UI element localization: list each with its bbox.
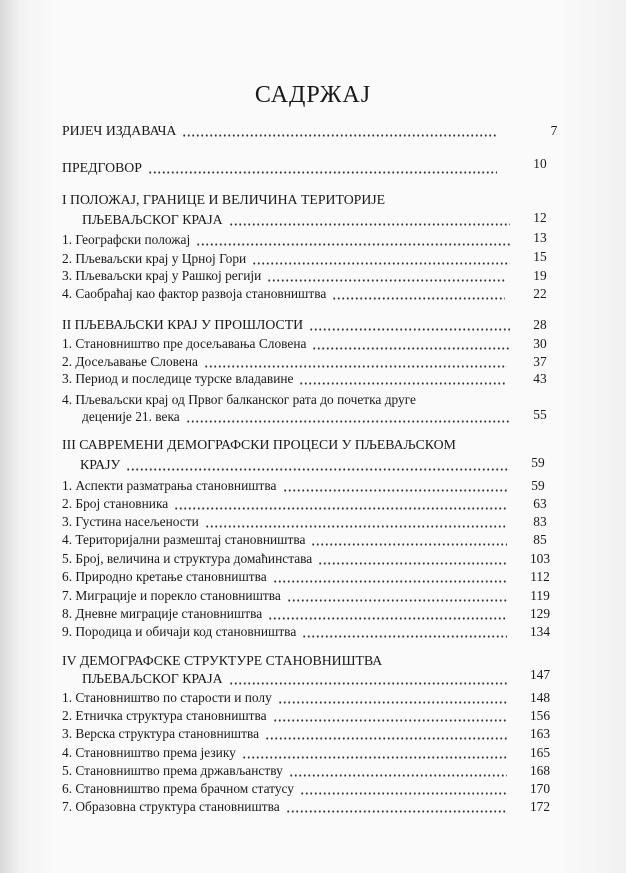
toc-page-number: 10 xyxy=(533,156,547,171)
toc-entry xyxy=(0,156,626,180)
dot-leader xyxy=(299,382,507,385)
toc-entry-title: 4. Пљеваљски крај од Првог балканског рата до почетка друге xyxy=(62,392,416,407)
dot-leader xyxy=(309,328,510,331)
toc-entry xyxy=(0,212,626,232)
toc-entry-title: 5. Становништво према држављанству xyxy=(62,763,283,778)
toc-entry xyxy=(0,268,626,288)
toc-entry-title: 6. Становништво према брачном статусу xyxy=(62,781,295,796)
toc-entry xyxy=(0,781,626,801)
toc-entry xyxy=(0,478,626,498)
dot-leader xyxy=(205,525,507,528)
dot-leader xyxy=(267,279,505,282)
dot-leader xyxy=(278,701,507,704)
toc-page-number: 83 xyxy=(533,514,547,529)
toc-page-number: 165 xyxy=(529,745,551,760)
toc-page-number: 43 xyxy=(533,371,547,386)
dot-leader xyxy=(126,468,510,471)
page-title: САДРЖАЈ xyxy=(254,82,372,108)
toc-entry-title: 3. Верска структура становништва xyxy=(62,726,260,741)
toc-page-number: 129 xyxy=(529,606,551,621)
toc-entry-title: 7. Образовна структура становништва xyxy=(62,799,280,814)
toc-entry-title: 2. Пљеваљски крај у Црној Гори xyxy=(62,251,247,266)
toc-entry xyxy=(0,286,626,306)
toc-entry xyxy=(0,726,626,746)
dot-leader xyxy=(302,635,507,638)
toc-page-number: 7 xyxy=(550,123,558,138)
toc-entry-title: 1. Становништво пре досељавања Словена xyxy=(62,336,307,351)
toc-page-number: 28 xyxy=(533,317,547,332)
toc-page-number: 15 xyxy=(533,249,547,264)
toc-entry xyxy=(0,437,626,457)
dot-leader xyxy=(312,347,510,350)
dot-leader xyxy=(229,682,507,685)
toc-entry xyxy=(0,799,626,819)
toc-entry-title: 4. Територијални размештај становништва xyxy=(62,532,306,547)
toc-entry-title: 4. Становништво према језику xyxy=(62,745,236,760)
toc-page-number: 103 xyxy=(529,551,551,566)
toc-entry-title: 1. Становништво по старости и полу xyxy=(62,690,272,705)
toc-entry-title: I ПОЛОЖАЈ, ГРАНИЦЕ И ВЕЛИЧИНА ТЕРИТОРИЈЕ xyxy=(62,192,386,207)
dot-leader xyxy=(289,774,507,777)
toc-entry xyxy=(0,123,626,143)
dot-leader xyxy=(229,223,510,226)
toc-entry-title: 3. Период и последице турске владавине xyxy=(62,371,294,386)
toc-entry xyxy=(0,551,626,571)
toc-entry xyxy=(0,317,626,337)
toc-entry xyxy=(0,569,626,589)
toc-entry xyxy=(0,708,626,728)
toc-page-number: 13 xyxy=(533,230,547,245)
toc-entry xyxy=(0,606,626,626)
toc-page-number: 59 xyxy=(531,455,545,470)
toc-entry-title: 1. Географски положај xyxy=(62,232,191,247)
toc-entry-title: 2. Етничка структура становништва xyxy=(62,708,267,723)
dot-leader xyxy=(300,792,507,795)
toc-page-number: 63 xyxy=(533,496,547,511)
toc-entry xyxy=(0,457,626,477)
dot-leader xyxy=(286,810,507,813)
dot-leader xyxy=(318,562,507,565)
toc-page-number: 112 xyxy=(530,569,550,584)
dot-leader xyxy=(204,365,507,368)
dot-leader xyxy=(186,420,510,423)
toc-entry xyxy=(0,336,626,356)
dot-leader xyxy=(283,489,508,492)
toc-page-number: 12 xyxy=(533,210,547,225)
toc-entry-title: КРАЈУ xyxy=(80,457,121,472)
toc-entry xyxy=(0,532,626,552)
toc-entry-title: II ПЉЕВАЉСКИ КРАЈ У ПРОШЛОСТИ xyxy=(62,317,304,332)
toc-entry-title: ПЉЕВАЉСКОГ КРАЈА xyxy=(82,671,223,686)
toc-page-number: 19 xyxy=(533,268,547,283)
toc-entry-title: ПЉЕВАЉСКОГ КРАЈА xyxy=(82,212,223,227)
toc-entry-title: 2. Досељавање Словена xyxy=(62,354,198,369)
toc-entry-title: 7. Миграције и порекло становништва xyxy=(62,588,281,603)
dot-leader xyxy=(265,737,507,740)
toc-page-number: 156 xyxy=(529,708,551,723)
toc-page-number: 134 xyxy=(529,624,551,639)
toc-entry xyxy=(0,624,626,644)
dot-leader xyxy=(268,617,507,620)
toc-page-number: 37 xyxy=(533,354,547,369)
toc-entry-title: 1. Аспекти разматрања становништва xyxy=(62,478,277,493)
dot-leader xyxy=(273,580,507,583)
toc-entry-title: 8. Дневне миграције становништва xyxy=(62,606,263,621)
toc-entry-title: 5. Број, величина и структура домаћинстава xyxy=(62,551,313,566)
toc-page-number: 22 xyxy=(533,286,547,301)
toc-page-number: 119 xyxy=(530,588,550,603)
toc-entry xyxy=(0,409,626,429)
toc-entry xyxy=(0,667,626,691)
toc-entry-title: 3. Густина насељености xyxy=(62,514,199,529)
dot-leader xyxy=(273,719,507,722)
dot-leader xyxy=(182,134,497,137)
toc-page-number: 163 xyxy=(529,726,551,741)
toc-entry xyxy=(0,745,626,765)
toc-entry-title: 3. Пљеваљски крај у Рашкој регији xyxy=(62,268,262,283)
toc-entry-title: деценије 21. века xyxy=(82,409,180,424)
toc-entry-title: III САВРЕМЕНИ ДЕМОГРАФСКИ ПРОЦЕСИ У ПЉЕВАЉСКОМ xyxy=(62,437,456,452)
toc-entry xyxy=(0,763,626,783)
dot-leader xyxy=(311,543,507,546)
dot-leader xyxy=(196,243,510,246)
dot-leader xyxy=(252,262,510,265)
dot-leader xyxy=(242,756,507,759)
toc-page-number: 172 xyxy=(529,799,551,814)
toc-entry xyxy=(0,514,626,534)
toc-page-number: 168 xyxy=(529,763,551,778)
toc-page-number: 30 xyxy=(533,336,547,351)
toc-entry xyxy=(0,371,626,391)
dot-leader xyxy=(287,599,507,602)
dot-leader xyxy=(332,297,505,300)
toc-entry-title: 2. Број становника xyxy=(62,496,169,511)
toc-entry-title: РИЈЕЧ ИЗДАВАЧА xyxy=(62,123,177,138)
toc-page-number: 55 xyxy=(533,407,547,422)
toc-entry-title: IV ДЕМОГРАФСКЕ СТРУКТУРЕ СТАНОВНИШТВА xyxy=(62,653,383,668)
toc-page-number: 59 xyxy=(531,478,545,493)
dot-leader xyxy=(148,171,497,174)
toc-entry-title: 6. Природно кретање становништва xyxy=(62,569,267,584)
toc-entry-title: 4. Саобраћај као фактор развоја становништва xyxy=(62,286,327,301)
toc-entry-title: 9. Породица и обичаји код становништва xyxy=(62,624,297,639)
toc-entry-title: ПРЕДГОВОР xyxy=(62,160,142,175)
dot-leader xyxy=(174,507,507,510)
toc-page-number: 148 xyxy=(529,690,551,705)
toc-page-number: 85 xyxy=(533,532,547,547)
toc-page-number: 170 xyxy=(529,781,551,796)
toc-entry xyxy=(0,588,626,608)
toc-entry xyxy=(0,192,626,212)
toc-page-number: 147 xyxy=(529,667,551,682)
toc-entry xyxy=(0,496,626,516)
toc-entry xyxy=(0,690,626,710)
